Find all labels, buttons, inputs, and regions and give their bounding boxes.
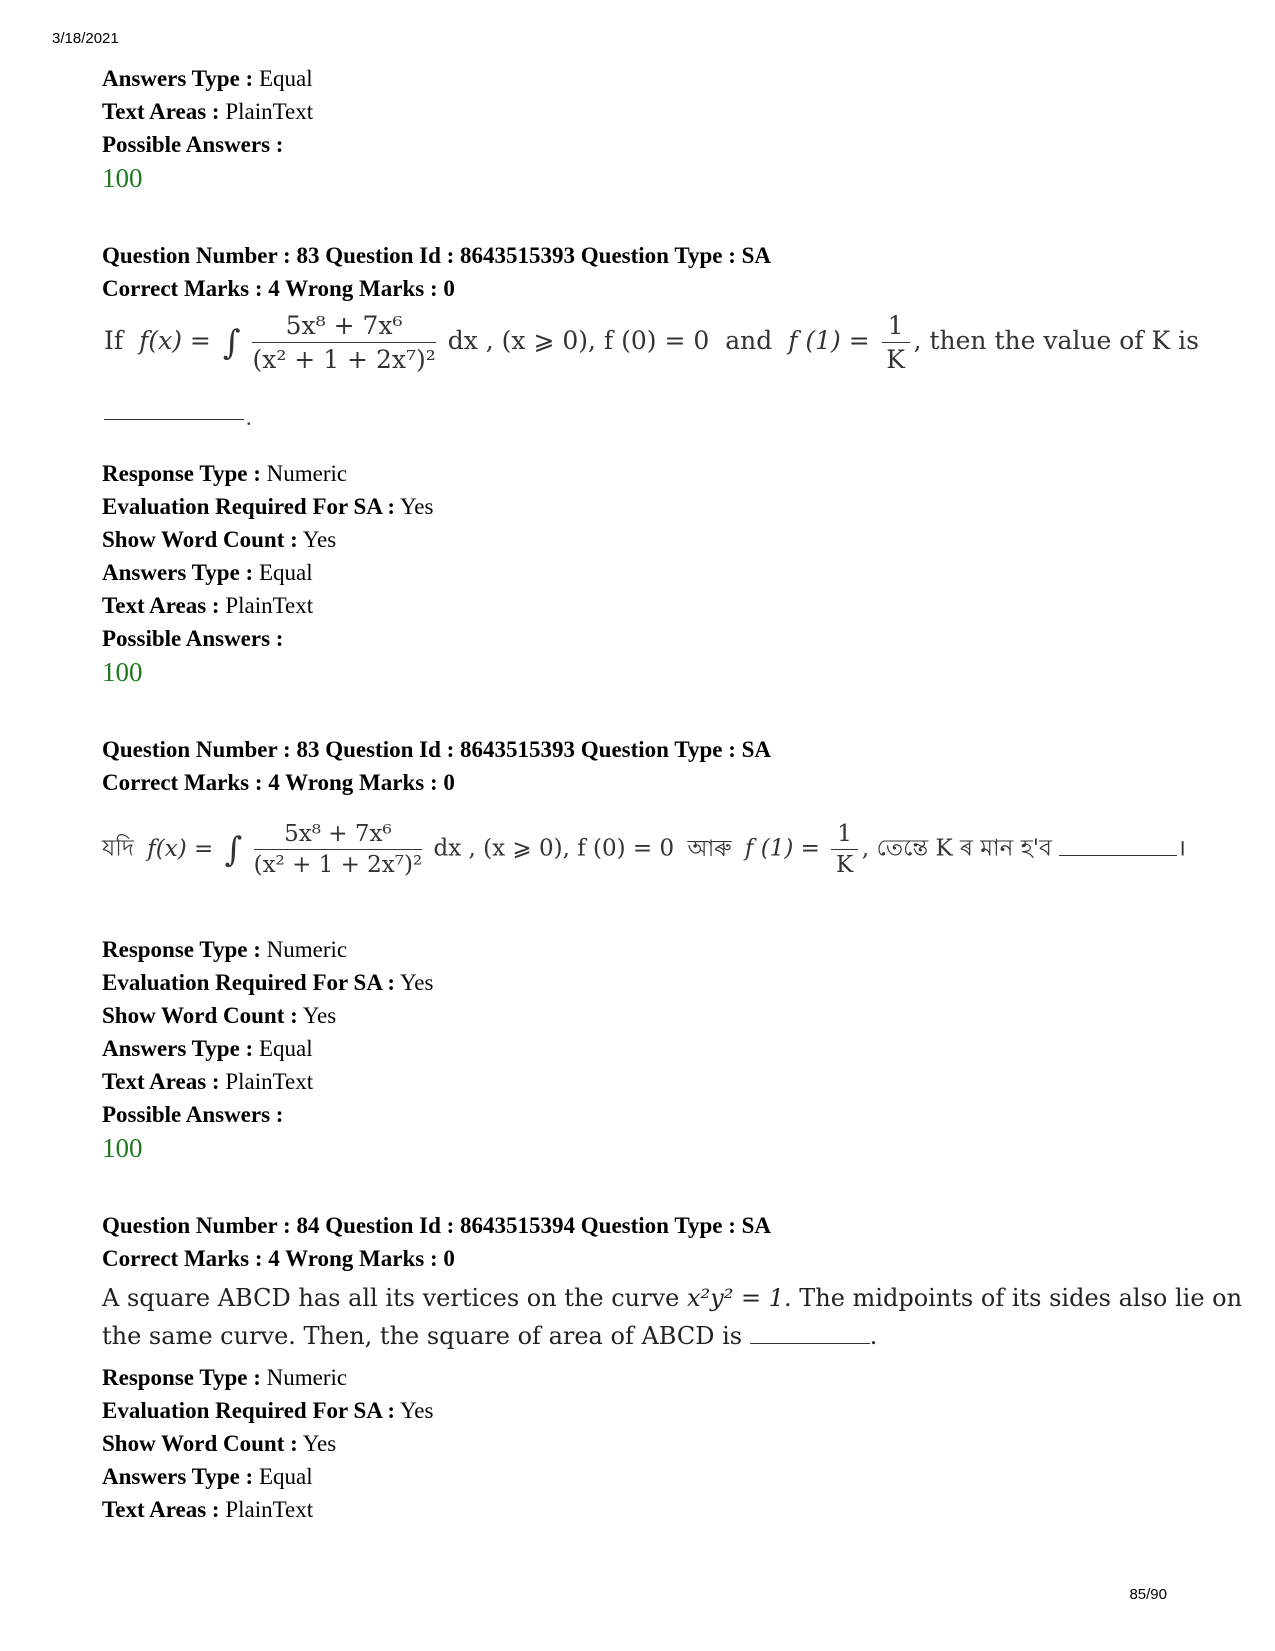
marks-row: Correct Marks : 4 Wrong Marks : 0 <box>102 1246 455 1271</box>
answers-type-row <box>102 62 1182 95</box>
text-areas-row <box>102 95 1182 128</box>
answer-blank <box>1059 855 1177 856</box>
k-fraction: $\frac{1}{K}$ <box>831 821 858 878</box>
text-areas-row: Text Areas : PlainText <box>102 1497 314 1522</box>
possible-answers-row <box>102 128 1182 161</box>
question-text-assamese: যদি f(x) = ∫ $\frac{\text{5x⁸ + 7x⁶}}{\text{(x² + 1 + 2x⁷)²}}$ dx , (x ⩾ 0), f (0) = 0 আৰু f (1) = $\frac{1}{K}$ , তেন্তে K ৰ মান হ'ব । <box>102 821 1186 878</box>
question-header: Question Number : 83 Question Id : 8643515393 Question Type : SA <box>102 243 772 268</box>
question-header: Question Number : 83 Question Id : 8643515393 Question Type : SA <box>102 737 772 762</box>
question-text: If f(x) = ∫ $\frac{\text{5x⁸ + 7x⁶}}{\text{(x² + 1 + 2x⁷)²}}$ dx , (x ⩾ 0), f (0) = 0 and f (1) = $\frac{1}{K}$ , then the value of K is <box>104 311 1199 374</box>
answer-blank <box>750 1343 870 1344</box>
evaluation-row: Evaluation Required For SA : Yes <box>102 1398 434 1423</box>
possible-answer-value: 100 <box>102 657 143 687</box>
page-number: 85/90 <box>1129 1586 1167 1603</box>
possible-answers-label: Possible Answers : <box>102 132 284 157</box>
print-date: 3/18/2021 <box>52 30 119 47</box>
response-type-row: Response Type : Numeric <box>102 461 348 486</box>
answer-blank: . <box>102 403 1182 457</box>
question-header: Question Number : 84 Question Id : 8643515394 Question Type : SA <box>102 1213 772 1238</box>
integrand-fraction: $\frac{\text{5x⁸ + 7x⁶}}{\text{(x² + 1 + 2x⁷)²}}$ <box>252 311 436 374</box>
k-fraction: $\frac{1}{K}$ <box>882 311 910 374</box>
text-areas-label: Text Areas : <box>102 99 220 124</box>
word-count-row: Show Word Count : Yes <box>102 527 337 552</box>
integrand-fraction: $\frac{\text{5x⁸ + 7x⁶}}{\text{(x² + 1 + 2x⁷)²}}$ <box>253 821 423 878</box>
answers-type-row: Answers Type : Equal <box>102 560 313 585</box>
text-areas-row: Text Areas : PlainText <box>102 593 314 618</box>
possible-answer-value: 100 <box>102 163 143 193</box>
marks-row: Correct Marks : 4 Wrong Marks : 0 <box>102 276 455 301</box>
answers-type-value: Equal <box>258 66 313 91</box>
word-count-row: Show Word Count : Yes <box>102 1003 337 1028</box>
answers-type-label: Answers Type : <box>102 66 254 91</box>
word-count-row: Show Word Count : Yes <box>102 1431 337 1456</box>
text-areas-value: PlainText <box>225 99 314 124</box>
marks-row: Correct Marks : 4 Wrong Marks : 0 <box>102 770 455 795</box>
question-text: A square ABCD has all its vertices on the curve x²y² = 1. The midpoints of its sides also lie on the same curve. Then, the square of area of ABCD is . <box>102 1284 1243 1350</box>
possible-answer-value: 100 <box>102 1133 143 1163</box>
page-content <box>102 62 1243 1526</box>
evaluation-row: Evaluation Required For SA : Yes <box>102 494 434 519</box>
answers-type-row: Answers Type : Equal <box>102 1464 313 1489</box>
response-type-row: Response Type : Numeric <box>102 1365 348 1390</box>
evaluation-row: Evaluation Required For SA : Yes <box>102 970 434 995</box>
answers-type-row: Answers Type : Equal <box>102 1036 313 1061</box>
possible-answers-row: Possible Answers : <box>102 1102 284 1127</box>
possible-answers-row: Possible Answers : <box>102 626 284 651</box>
response-type-row: Response Type : Numeric <box>102 937 348 962</box>
text-areas-row: Text Areas : PlainText <box>102 1069 314 1094</box>
